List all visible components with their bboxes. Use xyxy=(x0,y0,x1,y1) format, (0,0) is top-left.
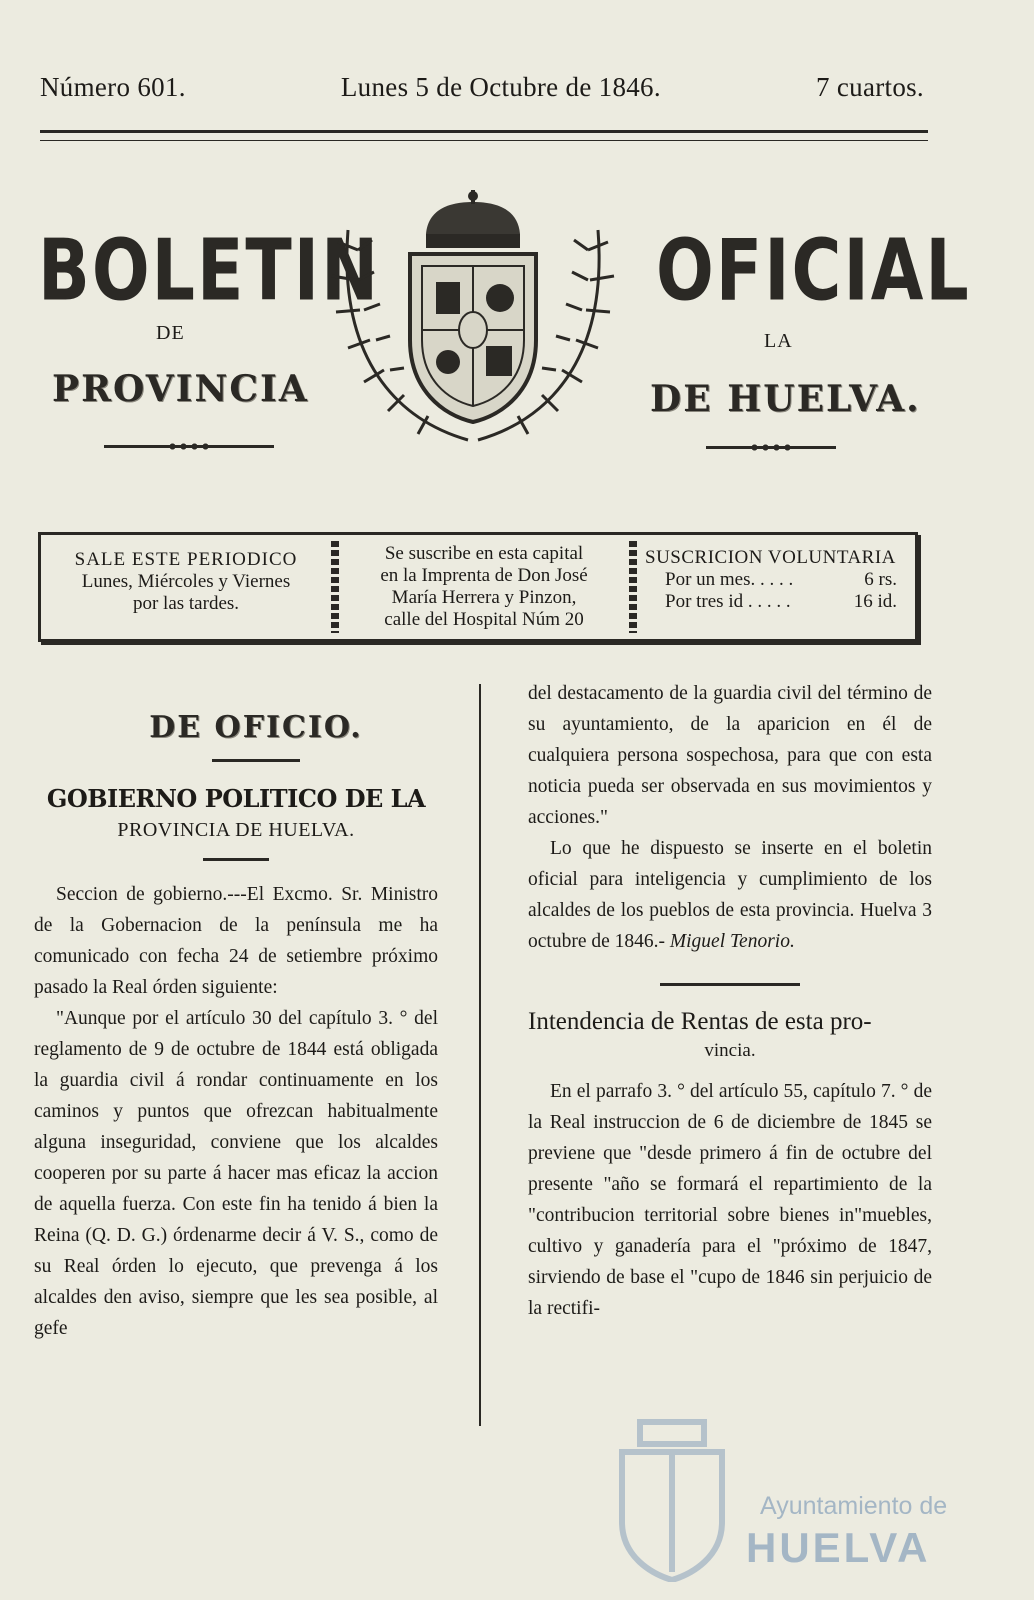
schedule-heading: SALE ESTE PERIODICO xyxy=(74,549,298,570)
price-label: Por tres id . . . . . xyxy=(665,591,791,612)
masthead-word-left: BOLETIN xyxy=(38,222,381,321)
article-subtitle: PROVINCIA DE HUELVA. xyxy=(117,819,355,841)
schedule-time: por las tardes. xyxy=(132,593,240,614)
article-paragraph: del destacamento de la guardia civil del término de su ayuntamiento, de la aparicion en él de cualquiera persona sospechosa, para que con esta noticia pueda ser observada en sus movimientos y acciones." xyxy=(528,683,932,828)
column-divider xyxy=(479,684,481,1426)
price-value: 6 rs. xyxy=(864,569,897,590)
article-rule xyxy=(203,858,269,861)
location-line-4: calle del Hospital Núm 20 xyxy=(384,609,584,630)
coat-of-arms-icon xyxy=(318,190,628,450)
subscription-box xyxy=(38,532,918,642)
masthead-small-right: LA xyxy=(764,330,793,352)
watermark-text: Ayuntamiento de xyxy=(760,1492,948,1520)
header-rule xyxy=(40,130,928,141)
ornamental-divider xyxy=(331,541,339,633)
subscription-location xyxy=(339,535,629,639)
section-heading: DE OFICIO. xyxy=(149,710,363,745)
issue-number: Número 601. xyxy=(40,72,186,102)
masthead-deco-right: DE HUELVA. xyxy=(650,378,921,420)
location-line-2: en la Imprenta de Don José xyxy=(380,565,588,586)
issue-date: Lunes 5 de Octubre de 1846. xyxy=(340,72,661,102)
article-paragraph xyxy=(528,833,932,957)
issue-price: 7 cuartos. xyxy=(816,72,924,102)
masthead-deco-left: PROVINCIA xyxy=(52,368,309,410)
publication-schedule xyxy=(41,535,331,639)
subscription-prices xyxy=(637,535,915,639)
price-value: 16 id. xyxy=(853,591,897,612)
masthead-small-left: DE xyxy=(156,322,185,344)
signature: Miguel Tenorio. xyxy=(669,931,795,952)
article-paragraph: Seccion de gobierno.---El Excmo. Sr. Ministro de la Gobernacion de la península me ha comunicado con fecha 24 de setiembre próximo pasado la Real órden siguiente: xyxy=(34,884,438,998)
right-column xyxy=(528,678,932,1324)
schedule-days: Lunes, Miércoles y Viernes xyxy=(81,571,291,592)
left-column xyxy=(34,710,438,1344)
issue-header xyxy=(40,72,924,103)
section-title: Intendencia de Rentas de esta pro- xyxy=(528,1008,872,1035)
prices-heading: SUSCRICION VOLUNTARIA xyxy=(645,547,896,568)
section-rule xyxy=(212,759,300,762)
location-line-1: Se suscribe en esta capital xyxy=(384,543,584,564)
article-title: GOBIERNO POLITICO DE LA xyxy=(46,784,426,813)
paragraph-text: Lo que he dispuesto se inserte en el boletin oficial para inteligencia y cumplimiento de los alcaldes de los pueblos de esta provincia. Huelva 3 octubre de 1846.- xyxy=(528,838,932,952)
article-paragraph: "Aunque por el artículo 30 del capítulo 3. ° del reglamento de 9 de octubre de 1844 está obligada la guardia civil á rondar continuamente en los caminos y puntos que ofrezcan habitualmente alguna inseguridad, conviene que los alcaldes cooperen por su parte á hacer mas eficaz la accion de aquella fuerza. Con este fin ha tenido á bien la Reina (Q. D. G.) órdenarme decir á V. S., como de su Real órden lo ejecuto, que prevenga á los alcaldes den aviso, siempre que les sea posible, al gefe xyxy=(34,1008,438,1339)
ornamental-divider xyxy=(629,541,637,633)
price-row xyxy=(645,569,907,591)
ornament-rule-right xyxy=(706,446,836,449)
masthead-word-right: OFICIAL xyxy=(656,222,971,321)
price-row xyxy=(645,591,907,613)
location-line-3: María Herrera y Pinzon, xyxy=(391,587,577,608)
watermark-title: HUELVA xyxy=(746,1524,931,1571)
ornament-rule-left xyxy=(104,445,274,448)
price-label: Por un mes. . . . . xyxy=(665,569,794,590)
article-paragraph: En el parrafo 3. ° del artículo 55, capítulo 7. ° de la Real instruccion de 6 de diciembre de 1845 se previene que "desde primero á fin de octubre del presente "año se formará el repartimiento de la "contribucion territorial sobre bienes in"muebles, cultivo y ganadería para el "próximo de 1847, sirviendo de base el "cupo de 1846 sin perjuicio de la rectifi- xyxy=(528,1081,932,1319)
section-title-continued: vincia. xyxy=(704,1040,756,1061)
separator-rule xyxy=(660,983,800,986)
